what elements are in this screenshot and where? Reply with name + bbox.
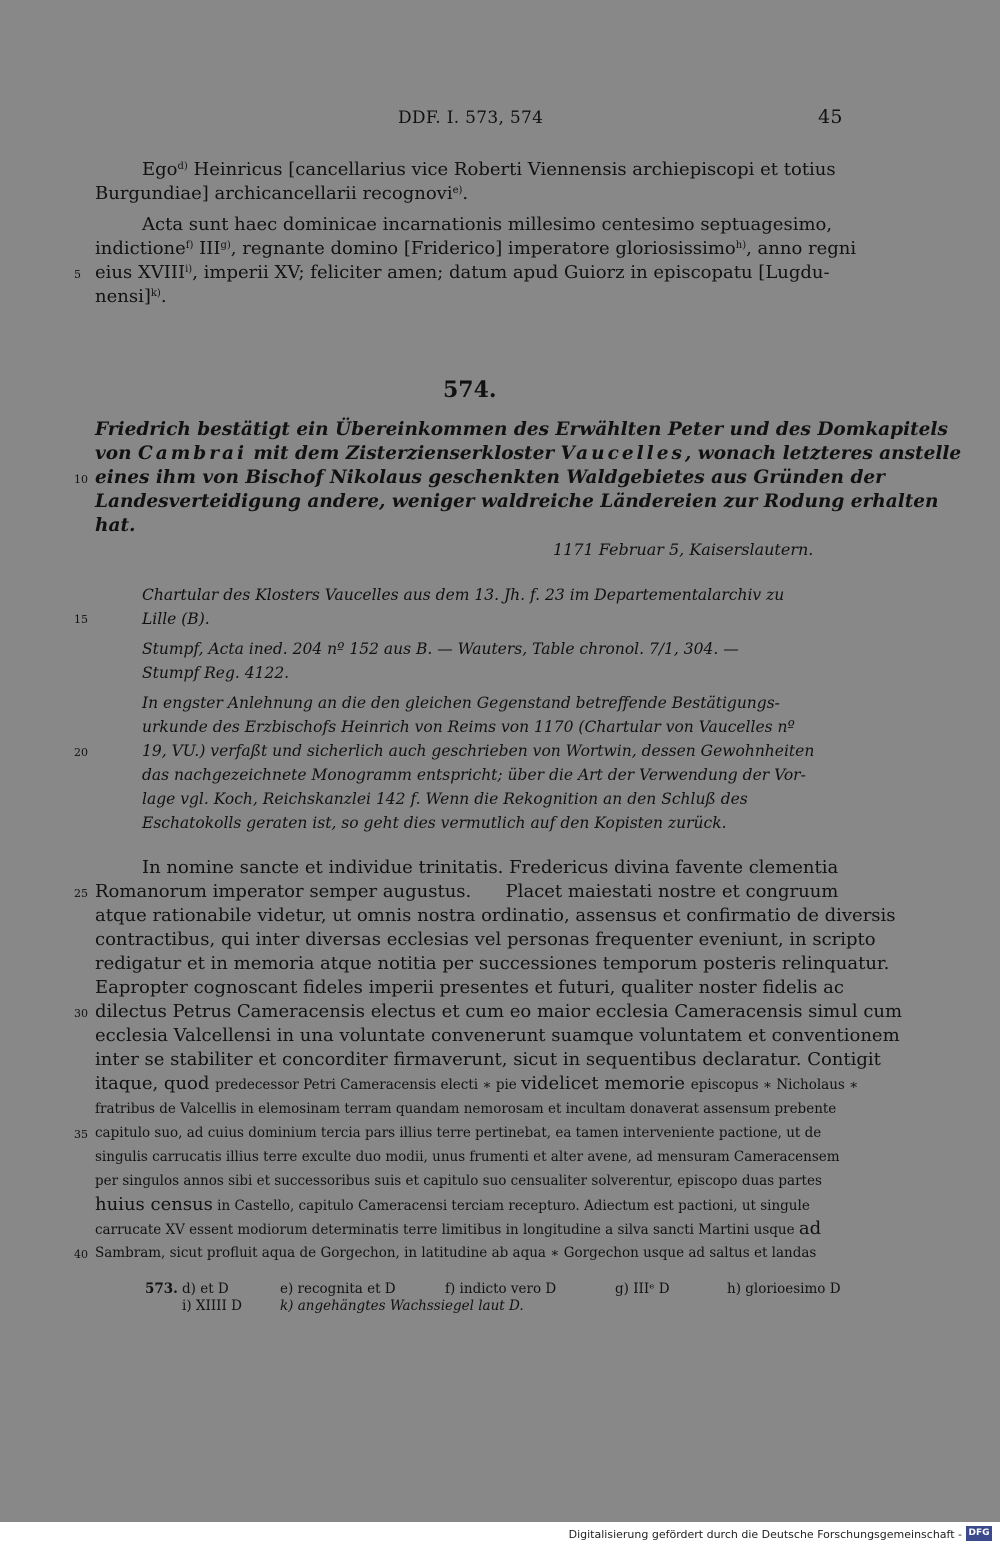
- running-title: DDF. I. 573, 574: [398, 108, 544, 128]
- text-line: Ego$^{d)}$ Heinricus [cancellarius vice Roberti Viennensis archiepiscopi et totius: [142, 159, 836, 180]
- source-note-line: das nachgezeichnete Monogramm entspricht; über die Art der Verwendung der Vor-: [142, 766, 806, 784]
- charter-line-small: capitulo suo, ad cuius dominium tercia pars illius terre pertinebat, ea tamen interveniente pactione, ut de: [95, 1125, 822, 1141]
- attribution-bar: [0, 1522, 1000, 1546]
- charter-line: itaque, quod predecessor Petri Cameracensis electi ∗ pie videlicet memorie episcopus ∗ Nicholaus ∗: [95, 1073, 859, 1094]
- charter-line-small: Sambram, sicut profluit aqua de Gorgechon, in latitudine ab aqua ∗ Gorgechon usque ad saltus et landas: [95, 1245, 817, 1261]
- charter-line: Romanorum imperator semper augustus. Placet maiestati nostre et congruum: [95, 881, 839, 902]
- charter-line-small: fratribus de Valcellis in elemosinam terram quandam nemorosam et incultam donaverat assensum prebente: [95, 1101, 837, 1117]
- footnote: k) angehängtes Wachssiegel laut D.: [280, 1298, 524, 1314]
- text-line: Acta sunt haec dominicae incarnationis millesimo centesimo septuagesimo,: [142, 214, 833, 235]
- text-line: nensi]$^{k)}$.: [95, 286, 167, 307]
- regest-line: Landesverteidigung andere, weniger waldreiche Ländereien zur Rodung erhalten: [95, 491, 939, 512]
- charter-line: inter se stabiliter et concorditer firmaverunt, sicut in sequentibus declaratur. Contigit: [95, 1049, 881, 1070]
- regest-line: von Cambrai mit dem Zisterzienserkloster Vaucelles, wonach letzteres anstelle: [95, 443, 962, 464]
- charter-line: redigatur et in memoria atque notitia per successiones temporum posteris relinquatur.: [95, 953, 890, 974]
- source-note-line: Chartular des Klosters Vaucelles aus dem 13. Jh. f. 23 im Departementalarchiv zu: [142, 586, 785, 604]
- line-number: 35: [74, 1128, 88, 1141]
- source-note-line: lage vgl. Koch, Reichskanzlei 142 f. Wenn die Rekognition an den Schluß des: [142, 790, 748, 808]
- charter-line: Eapropter cognoscant fideles imperii presentes et futuri, qualiter noster fidelis ac: [95, 977, 844, 998]
- dfg-logo-icon: DFG: [966, 1526, 992, 1541]
- regest-line: eines ihm von Bischof Nikolaus geschenkten Waldgebietes aus Gründen der: [95, 467, 885, 488]
- page-number: 45: [818, 106, 843, 128]
- footnote: d) et D: [182, 1281, 229, 1297]
- charter-line: ecclesia Valcellensi in una voluntate convenerunt suamque voluntatem et conventionem: [95, 1025, 900, 1046]
- text-line: eius XVIII$^{i)}$, imperii XV; feliciter amen; datum apud Guiorz in episcopatu [Lugdu-: [95, 262, 830, 283]
- footnote: i) XIIII D: [182, 1298, 242, 1314]
- charter-line: dilectus Petrus Cameracensis electus et cum eo maior ecclesia Cameracensis simul cum: [95, 1001, 903, 1022]
- date-place: 1171 Februar 5, Kaiserslautern.: [553, 540, 814, 559]
- footnote: f) indicto vero D: [445, 1281, 557, 1297]
- line-number: 15: [74, 613, 88, 626]
- footnote: h) glorioesimo D: [727, 1281, 841, 1297]
- source-note-line: Stumpf Reg. 4122.: [142, 664, 290, 682]
- source-note-line: urkunde des Erzbischofs Heinrich von Reims von 1170 (Chartular von Vaucelles nº: [142, 718, 795, 736]
- attribution-text: Digitalisierung gefördert durch die Deutsche Forschungsgemeinschaft -: [568, 1528, 962, 1541]
- line-number: 20: [74, 746, 88, 759]
- source-note-line: Stumpf, Acta ined. 204 nº 152 aus B. — Wauters, Table chronol. 7/1, 304. —: [142, 640, 739, 658]
- source-note-line: In engster Anlehnung an die den gleichen Gegenstand betreffende Bestätigungs-: [142, 694, 780, 712]
- text-line: Burgundiae] archicancellarii recognovi$^{e)}$.: [95, 183, 469, 204]
- line-number: 40: [74, 1248, 88, 1261]
- charter-line: contractibus, qui inter diversas ecclesias vel personas frequenter eveniunt, in scripto: [95, 929, 876, 950]
- source-note-line: 19, VU.) verfaßt und sicherlich auch geschrieben von Wortwin, dessen Gewohnheiten: [142, 742, 815, 760]
- regest-line: Friedrich bestätigt ein Übereinkommen des Erwählten Peter und des Domkapitels: [95, 419, 948, 440]
- source-note-line: Lille (B).: [142, 610, 210, 628]
- footnote: e) recognita et D: [280, 1281, 396, 1297]
- charter-line: atque rationabile videtur, ut omnis nostra ordinatio, assensus et confirmatio de diversis: [95, 905, 896, 926]
- charter-line: In nomine sancte et individue trinitatis. Fredericus divina favente clementia: [142, 857, 839, 878]
- line-number: 25: [74, 887, 88, 900]
- charter-line-small: per singulos annos sibi et successoribus suis et capitulo suo censualiter solverentur, episcopo duas partes: [95, 1173, 822, 1189]
- charter-line: carrucate XV essent modiorum determinatis terre limitibus in longitudine a silva sancti Martini usque ad: [95, 1218, 822, 1239]
- line-number: 30: [74, 1007, 88, 1020]
- text-line: indictione$^{f)}$ III$^{g)}$, regnante domino [Friderico] imperatore gloriosissimo$^{h)}$, anno regni: [95, 238, 857, 259]
- line-number: 10: [74, 473, 88, 486]
- charter-line: huius census in Castello, capitulo Cameracensi terciam recepturo. Adiectum est pactioni, ut singule: [95, 1194, 810, 1215]
- footnote-label: 573.: [145, 1281, 178, 1297]
- line-number: 5: [74, 268, 81, 281]
- document-number: 574.: [443, 377, 497, 403]
- regest-line: hat.: [95, 515, 136, 536]
- footnote: g) IIIᵉ D: [615, 1281, 670, 1297]
- source-note-line: Eschatokolls geraten ist, so geht dies vermutlich auf den Kopisten zurück.: [142, 814, 727, 832]
- charter-line-small: singulis carrucatis illius terre exculte duo modii, unus frumenti et alter avene, ad mensuram Cameracensem: [95, 1149, 840, 1165]
